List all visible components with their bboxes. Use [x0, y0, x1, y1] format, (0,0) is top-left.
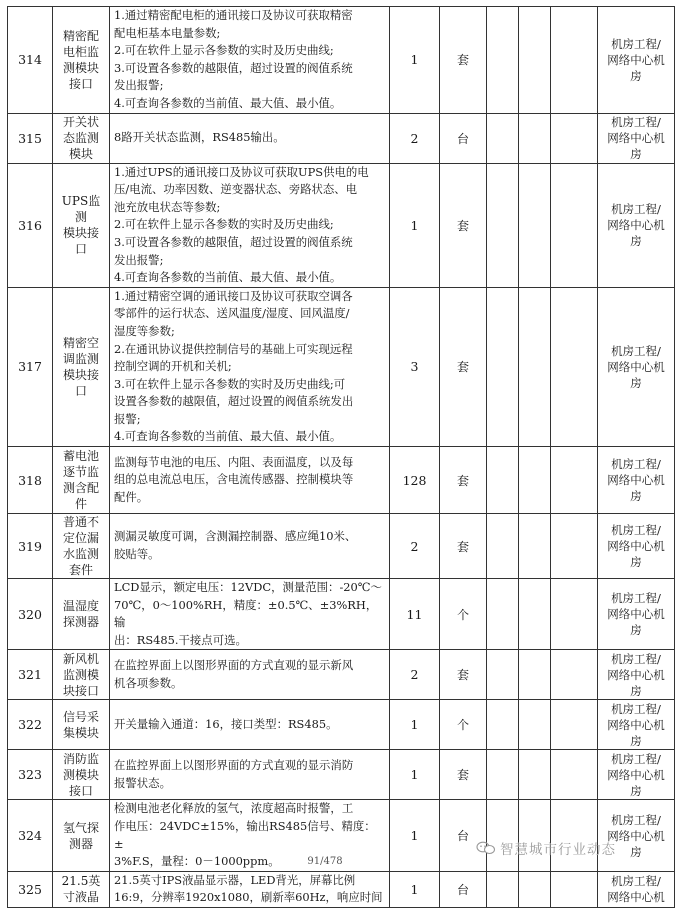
empty-cell	[487, 514, 519, 579]
item-name	[53, 700, 110, 750]
location-line: 机房工程/	[611, 812, 661, 827]
item-name-line: 逐节监	[62, 465, 99, 480]
location-line: 网络中心机	[607, 539, 665, 554]
item-name-line: 信号采	[62, 709, 99, 724]
watermark	[476, 838, 616, 858]
item-name	[53, 579, 110, 650]
item-number: 314	[8, 7, 53, 114]
description-line: 零部件的运行状态、送风温度/湿度、回风温度/	[114, 306, 350, 321]
item-name	[53, 287, 110, 446]
item-name	[53, 447, 110, 514]
empty-cell	[551, 113, 598, 163]
description-line: 发出报警;	[114, 252, 164, 267]
item-number: 315	[8, 113, 53, 163]
item-name-line: 模块	[68, 147, 93, 162]
empty-cell	[487, 650, 519, 700]
item-unit: 个	[440, 700, 487, 750]
location-line: 房	[630, 733, 642, 748]
description-line: 测漏灵敏度可调，含测漏控制器、感应绳10米、	[114, 529, 357, 544]
description-line: 8路开关状态监测，RS485输出。	[114, 130, 285, 145]
description-line: 出：RS485.干接点可选。	[114, 632, 247, 647]
item-quantity: 1	[390, 163, 440, 287]
item-name	[53, 163, 110, 287]
description-line: 1.通过精密空调的通讯接口及协议可获取空调各	[114, 288, 353, 303]
item-description	[110, 7, 390, 114]
location-line: 房	[630, 844, 642, 859]
item-description	[110, 113, 390, 163]
description-line: 胶贴等。	[114, 547, 160, 562]
location-line: 网络中心机	[607, 52, 665, 67]
item-unit: 套	[440, 447, 487, 514]
item-name-line: 探测器	[62, 615, 99, 630]
location-line: 房	[630, 683, 642, 698]
item-name-line: 开关状	[62, 115, 99, 130]
item-location	[598, 871, 675, 907]
item-name-line: 测含配	[62, 481, 99, 496]
item-name-line: 口	[74, 242, 87, 257]
item-number: 324	[8, 800, 53, 871]
item-location	[598, 579, 675, 650]
item-name	[53, 7, 110, 114]
item-number: 317	[8, 287, 53, 446]
item-name-line: 定位漏	[62, 531, 99, 546]
location-line: 网络中心机	[607, 828, 665, 843]
item-location	[598, 700, 675, 750]
item-quantity: 128	[390, 447, 440, 514]
item-description	[110, 287, 390, 446]
item-number: 320	[8, 579, 53, 650]
item-unit: 套	[440, 750, 487, 800]
description-line: 3%F.S，量程：0－1000ppm。	[114, 854, 280, 869]
item-name-line: 块接口	[62, 683, 99, 698]
location-line: 房	[630, 147, 642, 162]
item-location	[598, 163, 675, 287]
empty-cell	[551, 700, 598, 750]
empty-cell	[487, 871, 519, 907]
item-quantity: 2	[390, 650, 440, 700]
item-location	[598, 447, 675, 514]
empty-cell	[519, 579, 551, 650]
description-line: 机各项参数。	[114, 675, 183, 690]
item-number: 316	[8, 163, 53, 287]
location-line: 机房工程/	[611, 651, 661, 666]
item-unit: 台	[440, 871, 487, 907]
item-name-line: 接口	[68, 783, 93, 798]
empty-cell	[487, 163, 519, 287]
empty-cell	[519, 447, 551, 514]
location-line: 房	[630, 234, 642, 249]
item-name-line: 测模块	[62, 767, 99, 782]
table-row	[8, 871, 675, 907]
table-row	[8, 447, 675, 514]
item-number: 319	[8, 514, 53, 579]
empty-cell	[551, 514, 598, 579]
empty-cell	[487, 579, 519, 650]
empty-cell	[551, 871, 598, 907]
description-line: 3.可设置各参数的越限值，超过设置的阀值系统	[114, 234, 353, 249]
description-line: 在监控界面上以图形界面的方式直观的显示消防	[114, 758, 354, 773]
item-name-line: 新风机	[62, 651, 99, 666]
location-line: 网络中心机	[607, 131, 665, 146]
item-quantity: 1	[390, 750, 440, 800]
location-line: 房	[630, 375, 642, 390]
description-line: 监测每节电池的电压、内阻、表面温度，以及每	[114, 454, 354, 469]
item-name	[53, 871, 110, 907]
item-name-line: 监测模	[62, 667, 99, 682]
location-line: 房	[630, 623, 642, 638]
item-unit: 套	[440, 650, 487, 700]
item-name-line: 件	[74, 497, 87, 512]
description-line: 开关量输入通道：16，接口类型：RS485。	[114, 717, 338, 732]
empty-cell	[551, 163, 598, 287]
empty-cell	[519, 287, 551, 446]
item-description	[110, 163, 390, 287]
item-location	[598, 650, 675, 700]
empty-cell	[487, 113, 519, 163]
item-number: 318	[8, 447, 53, 514]
equipment-spec-table	[7, 6, 675, 908]
location-line: 机房工程/	[611, 36, 661, 51]
empty-cell	[519, 163, 551, 287]
description-line: 1.通过UPS的通讯接口及协议可获取UPS供电的电	[114, 164, 369, 179]
description-line: 发出报警;	[114, 78, 164, 93]
item-quantity: 1	[390, 700, 440, 750]
description-line: 1.通过精密配电柜的通讯接口及协议可获取精密	[114, 8, 353, 22]
location-line: 机房工程/	[611, 701, 661, 716]
item-name-line: 测模块	[62, 60, 99, 75]
item-description	[110, 871, 390, 907]
description-line: 配电柜基本电量参数;	[114, 25, 221, 40]
location-line: 网络中心机	[607, 473, 665, 488]
table-row	[8, 579, 675, 650]
location-line: 房	[630, 783, 642, 798]
location-line: 机房工程/	[611, 751, 661, 766]
item-name-line: 消防监	[62, 751, 99, 766]
description-line: 池充放电状态等参数;	[114, 199, 221, 214]
description-line: 21.5英寸IPS液晶显示器，LED背光，屏幕比例	[114, 872, 356, 887]
item-unit: 套	[440, 287, 487, 446]
table-row	[8, 287, 675, 446]
item-location	[598, 287, 675, 446]
description-line: 设置各参数的越限值，超过设置的阀值系统发出	[114, 394, 354, 409]
item-name	[53, 650, 110, 700]
description-line: 4.可查询各参数的当前值、最大值、最小值。	[114, 95, 342, 110]
description-line: 4.可查询各参数的当前值、最大值、最小值。	[114, 270, 342, 285]
item-name-line: 集模块	[62, 725, 99, 740]
location-line: 机房工程/	[611, 523, 661, 538]
item-name-line: 精密空	[62, 335, 99, 350]
item-name-line: 电柜监	[62, 44, 99, 59]
empty-cell	[551, 447, 598, 514]
description-line: 控制空调的开机和关机;	[114, 359, 232, 374]
item-quantity: 1	[390, 800, 440, 871]
item-name-line: 温湿度	[62, 599, 99, 614]
item-name-line: 水监测	[62, 547, 99, 562]
item-number: 321	[8, 650, 53, 700]
item-unit: 套	[440, 514, 487, 579]
description-line: 4.可查询各参数的当前值、最大值、最小值。	[114, 429, 342, 444]
item-name-line: 口	[74, 383, 87, 398]
item-name-line: 普通不	[62, 515, 99, 530]
description-line: 湿度等参数;	[114, 323, 175, 338]
item-name-line: 寸液晶	[62, 890, 99, 905]
item-location	[598, 7, 675, 114]
wechat-icon	[476, 841, 496, 855]
description-line: 2.可在软件上显示各参数的实时及历史曲线;	[114, 217, 334, 232]
table-row	[8, 700, 675, 750]
description-line: 作电压：24VDC±15%，输出RS485信号、精度：±	[114, 819, 376, 851]
item-name-line: 套件	[68, 563, 93, 578]
description-line: LCD显示，额定电压：12VDC，测量范围：-20℃～	[114, 580, 382, 595]
empty-cell	[487, 700, 519, 750]
empty-cell	[551, 7, 598, 114]
description-line: 报警;	[114, 411, 141, 426]
empty-cell	[551, 750, 598, 800]
description-line: 在监控界面上以图形界面的方式直观的显示新风	[114, 658, 354, 673]
item-name-line: 精密配	[62, 28, 99, 43]
table-row	[8, 113, 675, 163]
item-name-line: 模块接	[62, 226, 99, 241]
item-description	[110, 514, 390, 579]
location-line: 网络中心机	[607, 890, 665, 905]
item-location	[598, 113, 675, 163]
description-line: 3.可在软件上显示各参数的实时及历史曲线;可	[114, 376, 346, 391]
location-line: 机房工程/	[611, 343, 661, 358]
page-number: 91/478	[307, 856, 343, 867]
item-description	[110, 447, 390, 514]
empty-cell	[487, 447, 519, 514]
item-location	[598, 750, 675, 800]
description-line: 3.可设置各参数的越限值，超过设置的阀值系统	[114, 60, 353, 75]
location-line: 网络中心机	[607, 218, 665, 233]
location-line: 网络中心机	[607, 607, 665, 622]
description-line: 报警状态。	[114, 775, 171, 790]
description-line: 检测电池老化释放的氢气，浓度超高时报警，工	[114, 801, 354, 816]
description-line: 2.在通讯协议提供控制信号的基础上可实现远程	[114, 341, 353, 356]
empty-cell	[487, 287, 519, 446]
item-name-line: 调监测	[62, 351, 99, 366]
empty-cell	[551, 579, 598, 650]
location-line: 机房工程/	[611, 202, 661, 217]
item-description	[110, 650, 390, 700]
table-row	[8, 650, 675, 700]
item-name-line: 态监测	[62, 131, 99, 146]
description-line: 2.可在软件上显示各参数的实时及历史曲线;	[114, 43, 334, 58]
watermark-text: 智慧城市行业动态	[500, 842, 616, 858]
item-number: 323	[8, 750, 53, 800]
location-line: 机房工程/	[611, 591, 661, 606]
item-name	[53, 113, 110, 163]
item-name-line: 蓄电池	[62, 449, 99, 464]
item-location	[598, 514, 675, 579]
item-name-line: UPS监测	[61, 194, 101, 225]
item-unit: 个	[440, 579, 487, 650]
item-number: 325	[8, 871, 53, 907]
empty-cell	[519, 750, 551, 800]
description-line: 70℃，0～100%RH，精度：±0.5℃、±3%RH，输	[114, 597, 378, 630]
item-quantity: 1	[390, 7, 440, 114]
empty-cell	[519, 113, 551, 163]
empty-cell	[519, 700, 551, 750]
item-description	[110, 579, 390, 650]
location-line: 房	[630, 68, 642, 83]
item-quantity: 11	[390, 579, 440, 650]
empty-cell	[487, 7, 519, 114]
item-name-line: 接口	[68, 76, 93, 91]
item-description	[110, 750, 390, 800]
location-line: 网络中心机	[607, 767, 665, 782]
location-line: 机房工程/	[611, 457, 661, 472]
item-description	[110, 700, 390, 750]
item-unit: 台	[440, 113, 487, 163]
item-quantity: 2	[390, 514, 440, 579]
location-line: 机房工程/	[611, 115, 661, 130]
item-quantity: 3	[390, 287, 440, 446]
description-line: 16:9，分辨率1920x1080，刷新率60Hz，响应时间	[114, 890, 383, 905]
table-row	[8, 514, 675, 579]
location-line: 网络中心机	[607, 359, 665, 374]
location-line: 房	[630, 555, 642, 570]
location-line: 房	[630, 489, 642, 504]
item-name-line: 测器	[68, 836, 93, 851]
table-row	[8, 163, 675, 287]
item-number: 322	[8, 700, 53, 750]
empty-cell	[519, 650, 551, 700]
item-unit: 套	[440, 163, 487, 287]
location-line: 机房工程/	[611, 874, 661, 889]
location-line: 网络中心机	[607, 717, 665, 732]
description-line: 压/电流、功率因数、逆变器状态、旁路状态、电	[114, 182, 358, 197]
item-name-line: 氢气探	[62, 820, 99, 835]
item-quantity: 2	[390, 113, 440, 163]
empty-cell	[519, 871, 551, 907]
empty-cell	[551, 650, 598, 700]
empty-cell	[487, 750, 519, 800]
item-unit: 台	[440, 800, 487, 871]
empty-cell	[519, 7, 551, 114]
item-name	[53, 514, 110, 579]
table-row	[8, 750, 675, 800]
item-unit: 套	[440, 7, 487, 114]
table-row	[8, 7, 675, 114]
item-name	[53, 750, 110, 800]
item-quantity: 1	[390, 871, 440, 907]
location-line: 网络中心机	[607, 667, 665, 682]
description-line: 配件。	[114, 489, 149, 504]
item-name-line: 21.5英	[61, 874, 101, 889]
item-name-line: 模块接	[62, 367, 99, 382]
description-line: 组的总电流总电压，含电流传感器、控制模块等	[114, 472, 354, 487]
empty-cell	[551, 287, 598, 446]
empty-cell	[519, 514, 551, 579]
